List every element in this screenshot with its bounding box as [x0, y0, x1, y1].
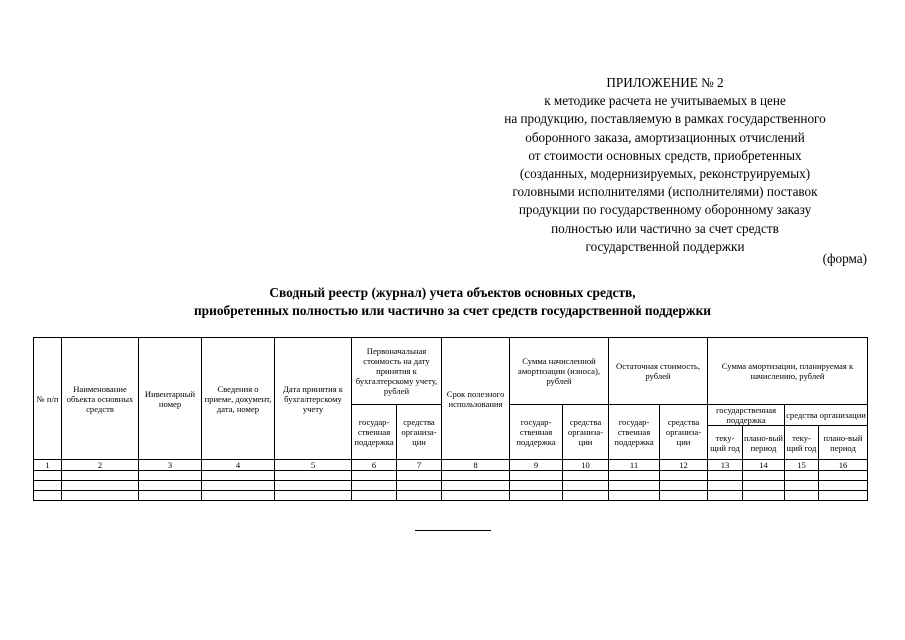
header-planned-gov: государственная поддержка — [708, 405, 785, 426]
appendix-line: продукции по государственному оборонному заказу — [518, 202, 812, 218]
column-number: 5 — [275, 460, 352, 471]
header-residual-value: Остаточная стоимость, рублей — [609, 338, 708, 405]
header-inventory-number: Инвентарный номер — [139, 338, 202, 460]
table-row — [34, 491, 868, 501]
appendix-header — [480, 74, 850, 256]
table-row — [34, 481, 868, 491]
header-planned-org-current: теку-щий год — [785, 426, 819, 460]
header-useful-life: Срок полезного использования — [442, 338, 510, 460]
column-number: 2 — [62, 460, 139, 471]
header-planned-org: средства организации — [785, 405, 868, 426]
header-object-name: Наименование объекта основных средств — [62, 338, 139, 460]
column-number: 10 — [563, 460, 609, 471]
register-table — [33, 337, 868, 501]
column-number: 3 — [139, 460, 202, 471]
column-number: 1 — [34, 460, 62, 471]
header-acceptance-info: Сведения о приеме, документ, дата, номер — [202, 338, 275, 460]
column-number: 6 — [352, 460, 397, 471]
document-title — [0, 284, 905, 320]
appendix-line: государственной поддержки — [585, 238, 745, 254]
title-line-1: Сводный реестр (журнал) учета объектов основных средств, — [269, 285, 636, 300]
header-accrued-gov: государ-ственная поддержка — [510, 405, 563, 460]
appendix-line: головными исполнителями (исполнителями) поставок — [512, 184, 818, 200]
header-residual-gov: государ-ственная поддержка — [609, 405, 660, 460]
column-number-row — [34, 460, 868, 471]
appendix-line: к методике расчета не учитываемых в цене — [544, 93, 786, 109]
header-initial-cost-org: средства организа-ции — [397, 405, 442, 460]
header-planned-gov-planned: плано-вый период — [743, 426, 785, 460]
column-number: 13 — [708, 460, 743, 471]
header-row-number: № п/п — [34, 338, 62, 460]
header-accrued-org: средства организа-ции — [563, 405, 609, 460]
title-line-2: приобретенных полностью или частично за счет средств государственной поддержки — [193, 303, 712, 318]
header-planned-depreciation: Сумма амортизации, планируемая к начислению, рублей — [708, 338, 868, 405]
header-residual-org: средства организа-ции — [660, 405, 708, 460]
appendix-line: (созданных, модернизируемых, реконструируемых) — [519, 166, 811, 182]
appendix-line: полностью или частично за счет средств — [551, 220, 779, 236]
form-label: (форма) — [822, 251, 867, 266]
column-number: 14 — [743, 460, 785, 471]
header-planned-gov-current: теку-щий год — [708, 426, 743, 460]
appendix-line: на продукцию, поставляемую в рамках государственного — [504, 111, 826, 127]
header-accounting-date: Дата принятия к бухгалтерскому учету — [275, 338, 352, 460]
column-number: 8 — [442, 460, 510, 471]
appendix-line: от стоимости основных средств, приобретенных — [528, 147, 802, 163]
appendix-line: оборонного заказа, амортизационных отчислений — [525, 129, 805, 145]
header-initial-cost: Первоначальная стоимость на дату принятия к бухгалтерскому учету, рублей — [352, 338, 442, 405]
column-number: 16 — [819, 460, 868, 471]
column-number: 4 — [202, 460, 275, 471]
column-number: 12 — [660, 460, 708, 471]
appendix-title: ПРИЛОЖЕНИЕ № 2 — [606, 75, 724, 90]
column-number: 9 — [510, 460, 563, 471]
table-row — [34, 471, 868, 481]
header-initial-cost-gov: государ-ственная поддержка — [352, 405, 397, 460]
column-number: 7 — [397, 460, 442, 471]
column-number: 11 — [609, 460, 660, 471]
column-number: 15 — [785, 460, 819, 471]
end-divider — [415, 530, 491, 531]
header-accrued-depreciation: Сумма начисленной амортизации (износа), рублей — [510, 338, 609, 405]
header-planned-org-planned: плано-вый период — [819, 426, 868, 460]
